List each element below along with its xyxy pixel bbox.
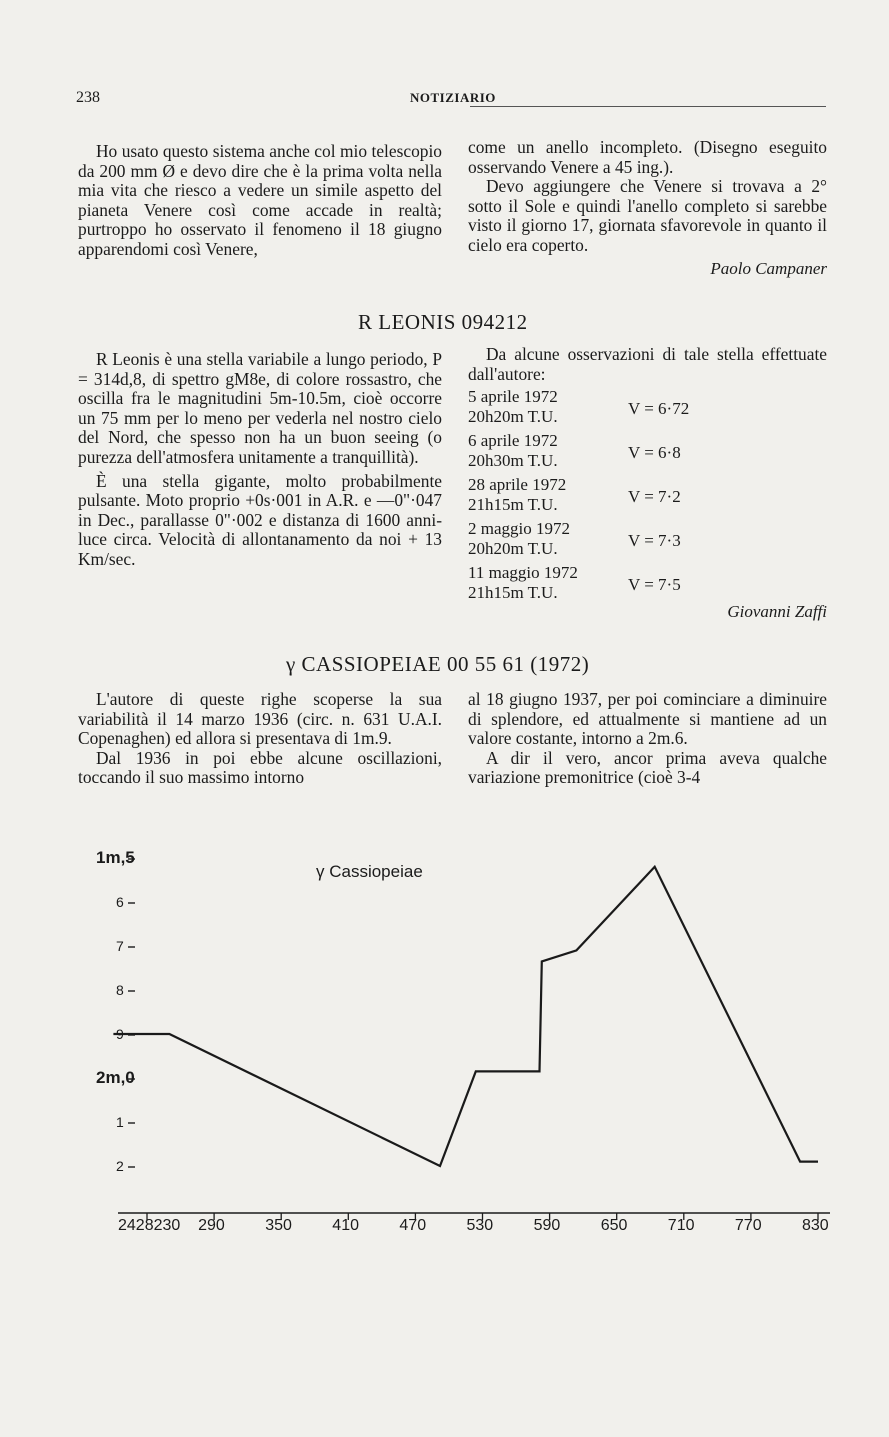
observation-time: 20h20m T.U. (468, 538, 558, 558)
observation-time: 21h15m T.U. (468, 494, 558, 514)
section3-title: γ CASSIOPEIAE 00 55 61 (1972) (286, 652, 590, 676)
observation-value: V = 6·8 (628, 443, 681, 462)
section1-signature: Paolo Campaner (710, 258, 827, 278)
section1-right-paragraph-1: come un anello incompleto. (Disegno eseguito osservando Venere a 45 ing.). (468, 137, 827, 177)
series-line (113, 867, 818, 1166)
x-tick-label: 590 (533, 1217, 561, 1234)
y-tick-label: 1m,5 (96, 848, 135, 867)
y-tick-label: 1 (116, 1114, 124, 1130)
observation-date: 2 maggio 1972 (468, 519, 570, 538)
section2-intro-text: Da alcune osservazioni di tale stella effettuate dall'autore: (468, 344, 827, 384)
section3-right-paragraph-1: al 18 giugno 1937, per poi cominciare a diminuire di splendore, ed attualmente si mantiene ad un valore costante, intorno a 2m.6. (468, 689, 827, 749)
x-tick-label: 410 (332, 1217, 360, 1234)
observation-time: 20h30m T.U. (468, 450, 558, 470)
page-number: 238 (76, 89, 100, 106)
x-tick-label: 530 (466, 1217, 494, 1234)
observation-time: 21h15m T.U. (468, 582, 558, 602)
observation-value: V = 6·72 (628, 399, 690, 418)
y-tick-label: 9 (116, 1026, 124, 1042)
section1-right-paragraph-2: Devo aggiungere che Venere si trovava a 2° sotto il Sole e quindi l'anello completo si sarebbe visto il giorno 17, giornata sfavorevole in quanto il cielo era coperto. (468, 176, 827, 255)
observation-date: 28 aprile 1972 (468, 475, 567, 494)
observation-value: V = 7·5 (628, 575, 681, 594)
observation-value: V = 7·2 (628, 487, 681, 506)
x-tick-label: 770 (734, 1217, 762, 1234)
observation-date: 5 aprile 1972 (468, 387, 558, 406)
x-tick-label: 470 (399, 1217, 427, 1234)
y-tick-label: 6 (116, 894, 124, 910)
observation-date: 11 maggio 1972 (468, 563, 578, 582)
x-tick-label: 350 (265, 1217, 292, 1234)
section2-left-paragraph-2: È una stella gigante, molto probabilmente pulsante. Moto proprio +0s·001 in A.R. e —0"·047 in Dec., parallasse 0"·002 e distanza di 1600 anni-luce circa. Velocità di allontanamento da noi + 13 Km/sec. (78, 470, 442, 569)
x-tick-label: 650 (600, 1217, 628, 1234)
x-tick-label: 2428230 (118, 1217, 181, 1234)
section2-signature: Giovanni Zaffi (727, 602, 827, 621)
y-tick-label: 8 (116, 982, 124, 998)
running-title: NOTIZIARIO (410, 90, 496, 105)
observation-date: 6 aprile 1972 (468, 431, 558, 450)
x-tick-label: 710 (667, 1217, 695, 1234)
x-tick-label: 830 (802, 1217, 829, 1234)
chart-title: γ Cassiopeiae (316, 862, 423, 881)
observation-time: 20h20m T.U. (468, 406, 558, 426)
section2-title: R LEONIS 094212 (358, 310, 528, 334)
x-tick-label: 290 (198, 1217, 225, 1234)
observation-value: V = 7·3 (628, 531, 681, 550)
section1-left-paragraph: Ho usato questo sistema anche col mio telescopio da 200 mm Ø e devo dire che è la prima volta nella mia vita che riesco a vedere un simile aspetto del pianeta Venere così come accade in realtà; purtroppo ho osservato il fenomeno il 18 giugno apparendomi così Venere, (78, 141, 442, 259)
y-tick-label: 2m,0 (96, 1068, 135, 1087)
section3-left-paragraph-1: L'autore di queste righe scoperse la sua variabilità il 14 marzo 1936 (circ. n. 631 U.A.I. Copenaghen) ed allora si presentava di 1m.9. (78, 689, 442, 749)
section3-left-paragraph-2: Dal 1936 in poi ebbe alcune oscillazioni, toccando il suo massimo intorno (78, 747, 442, 788)
section2-left-paragraph-1: R Leonis è una stella variabile a lungo periodo, P = 314d,8, di spettro gM8e, di colore rossastro, che oscilla fra le magnitudini 5m-10.5m, cioè occorre un 75 mm per lo meno per vederla nel nostro cielo del Nord, che spesso non ha un buon seeing (o purezza dell'atmosfera unitamente a tranquillità). (78, 349, 442, 467)
section3-right-paragraph-2: A dir il vero, ancor prima aveva qualche variazione premonitrice (cioè 3-4 (468, 747, 827, 788)
y-tick-label: 7 (116, 938, 124, 954)
y-tick-label: 2 (116, 1158, 124, 1174)
